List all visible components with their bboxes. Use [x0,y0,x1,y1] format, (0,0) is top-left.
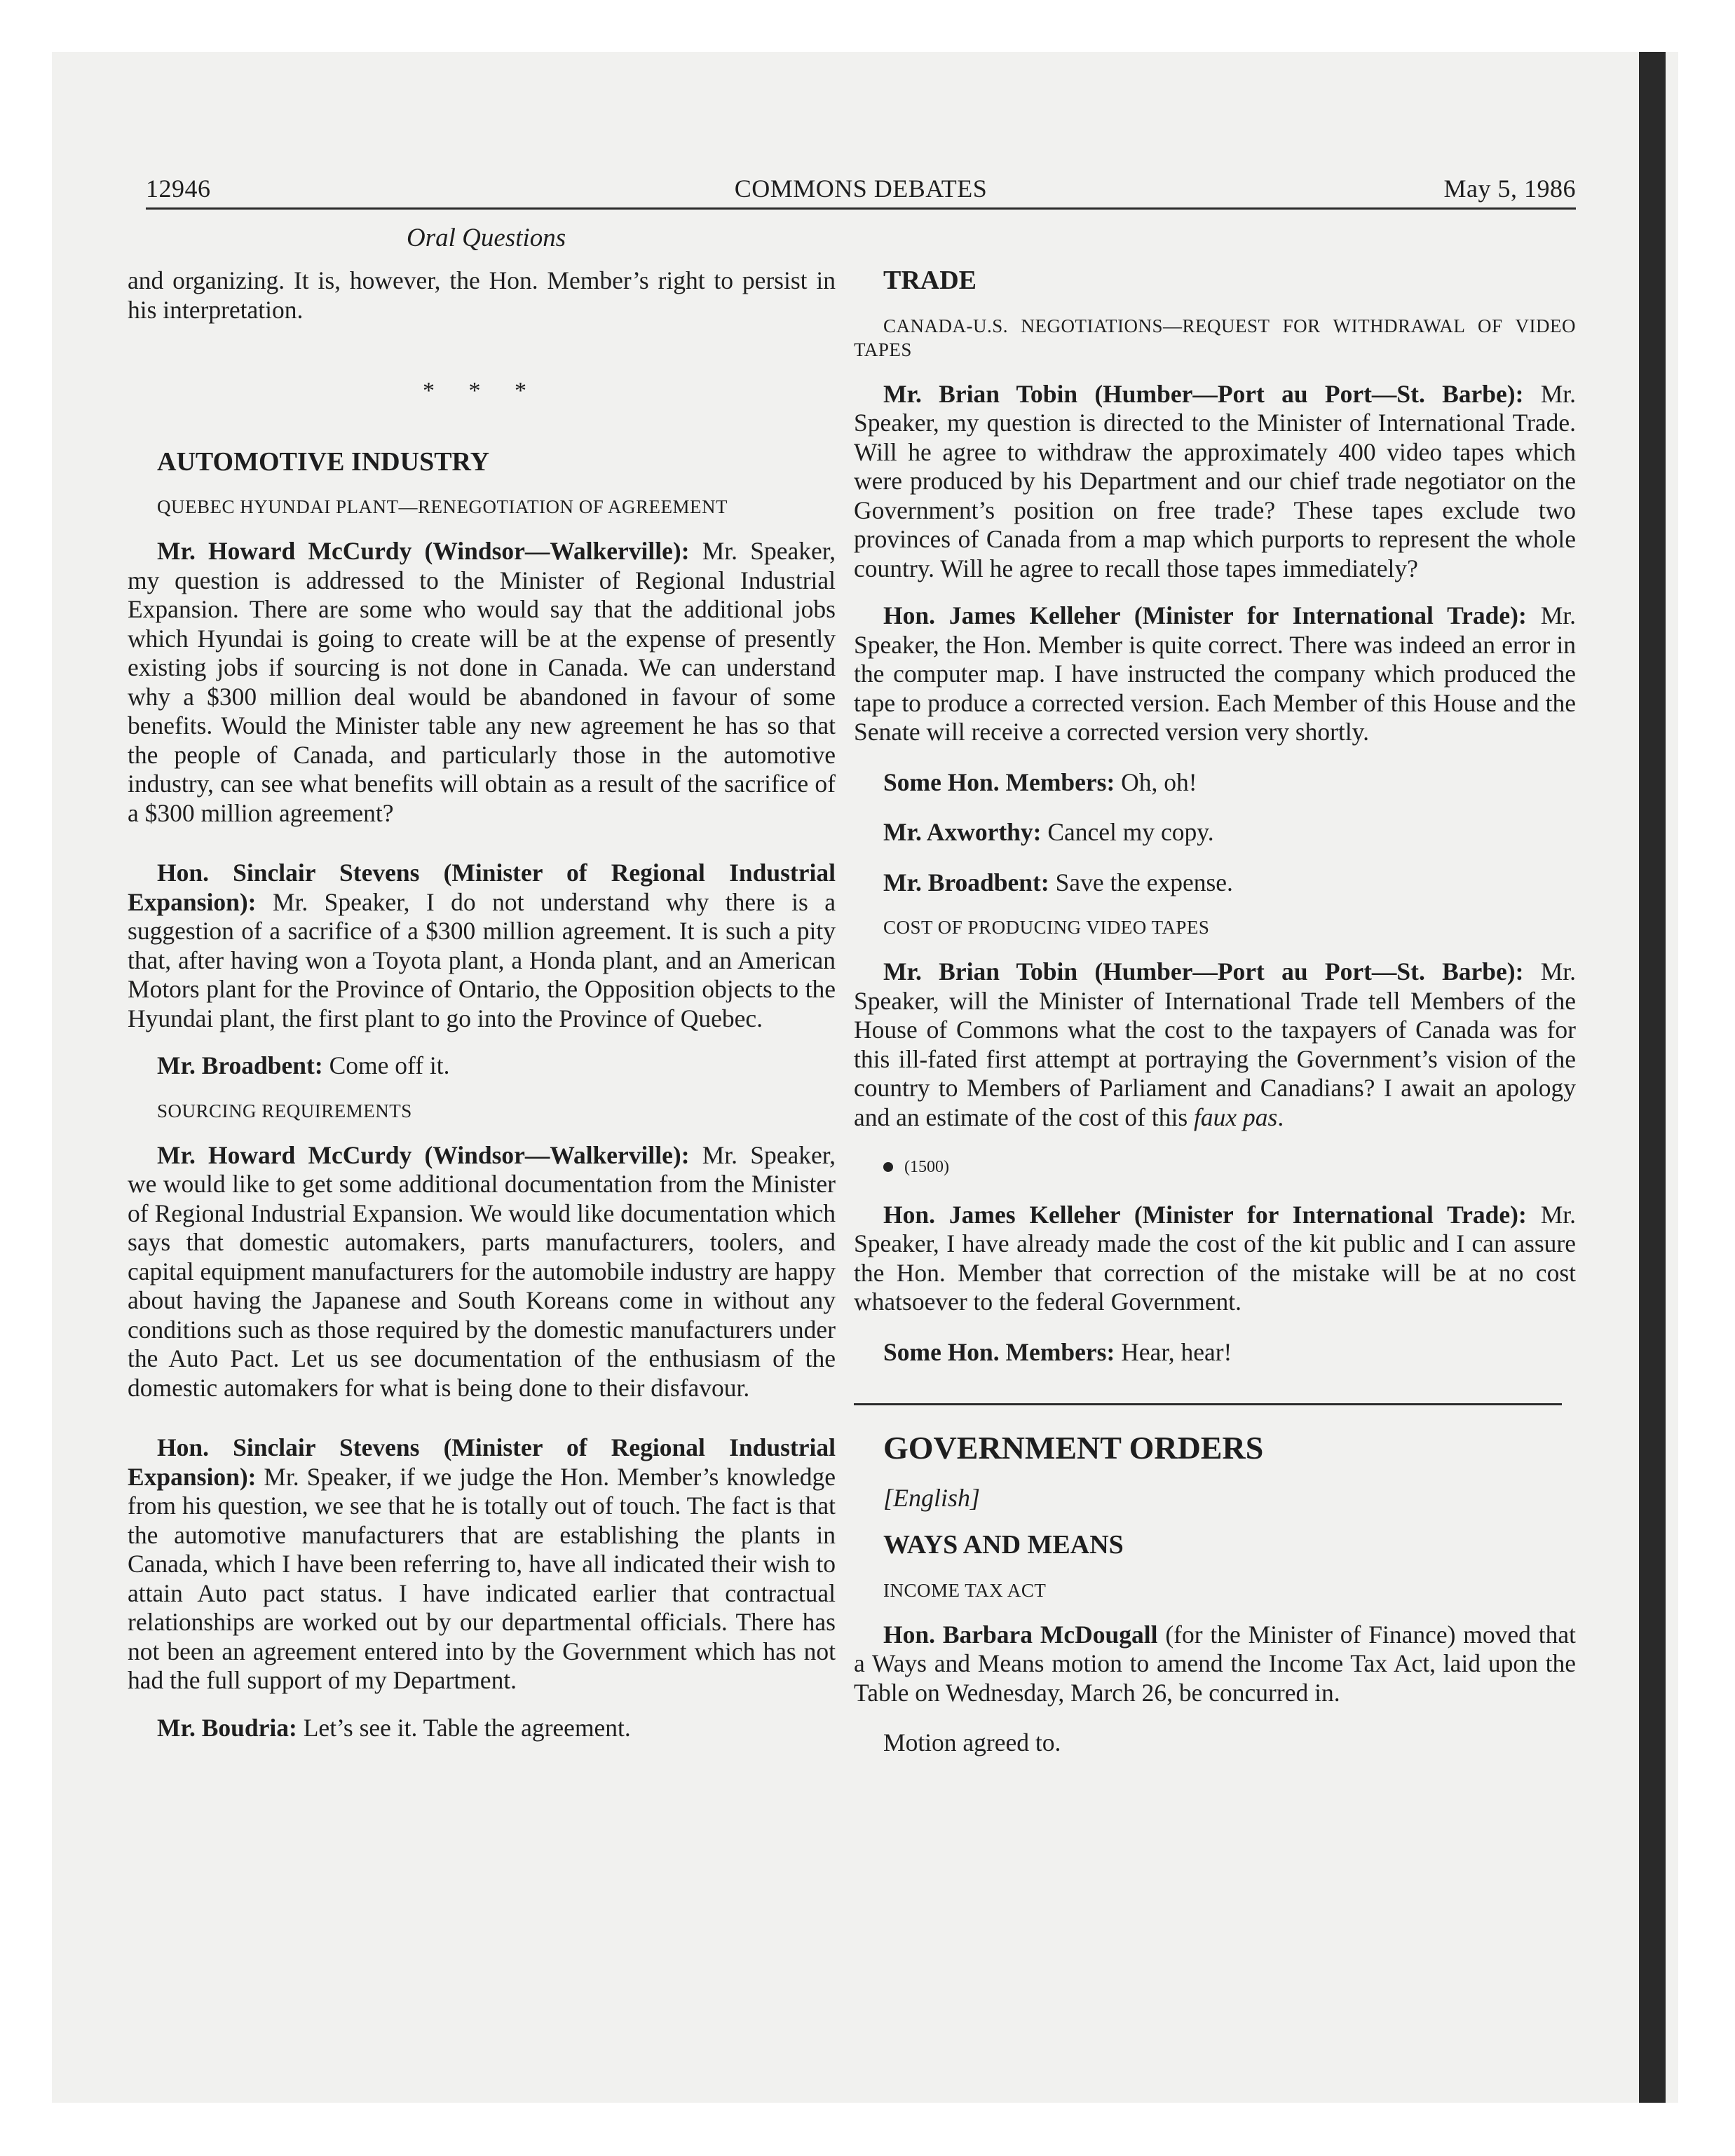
speaker-name: Mr. Brian Tobin (Humber—Port au Port—St. Barbe): [883,957,1524,985]
speaker-name: Mr. Howard McCurdy (Windsor—Walkerville): [157,1140,690,1169]
scan-edge-bar [1639,52,1666,2103]
speech-text: Save the expense. [1049,868,1233,896]
speech-text: Cancel my copy. [1041,818,1214,846]
speech-paragraph [854,768,1576,798]
subheading-sourcing: SOURCING REQUIREMENTS [157,1100,412,1121]
speaker-name: Hon. James Kelleher (Minister for International Trade): [883,601,1527,629]
subheading-cost: COST OF PRODUCING VIDEO TAPES [883,917,1210,938]
speaker-name: Mr. Broadbent: [157,1051,323,1079]
running-header [146,172,1576,210]
heading-automotive-industry: AUTOMOTIVE INDUSTRY [157,446,490,477]
speech-paragraph [854,1338,1576,1367]
speech-text: Mr. Speaker, my question is directed to the Minister of International Trade. Will he agree to withdraw the approximately 400 video tapes which were produced by his Department and our chief trade negotiator on the Government’s position on free trade? These tapes exclude two provinces of Canada from a map which purports to represent the whole country. Will he agree to recall those tapes immediately? [854,379,1577,582]
speech-text: Mr. Speaker, will the Minister of International Trade tell Members of the House of Commons what the cost to the taxpayers of Canada was for this ill-fated first attempt at portraying the Government’s vision of the country to Members of Parliament and Canadians? I await an apology and an estimate of the cost of this [854,957,1577,1131]
speaker-name: Hon. James Kelleher (Minister for International Trade): [883,1200,1527,1229]
heading-trade: TRADE [883,266,977,295]
speech-paragraph [128,1433,836,1696]
language-marker: [English] [883,1483,981,1512]
speaker-name: Hon. Barbara McDougall [883,1620,1158,1649]
speech-text: Mr. Speaker, if we judge the Hon. Member’s knowledge from his question, we see that he is totally out of touch. The fact is that the automotive manufacturers that are establishing the plants in Canada, which I have been referring to, have all indicated their wish to attain Auto pact status. I have indicated earlier that contractual relationships are worked out by our departmental officials. There has not been an agreement entered into by the Government which has not had the full support of my Department. [128,1462,836,1694]
speaker-name: Hon. Sinclair Stevens (Minister of Regional Industrial Expansion): [128,1433,836,1491]
speech-text: (for the Minister of Finance) moved that a Ways and Means motion to amend the Income Tax Act, laid upon the Table on Wednesday, March 26, be concurred in. [854,1620,1576,1707]
speaker-name: Mr. Brian Tobin (Humber—Port au Port—St. Barbe): [883,379,1524,408]
speech-paragraph [128,859,836,1033]
speaker-name: Mr. Axworthy: [883,818,1042,846]
speech-text: Mr. Speaker, I do not understand why there is a suggestion of a sacrifice of a $300 million agreement. It is such a pity that, after having won a Toyota plant, a Honda plant, and an American Motors plant for the Province of Ontario, the Opposition objects to the Hyundai plant, the first plant to go into the Province of Quebec. [128,887,836,1032]
speaker-name: Mr. Boudria: [157,1713,297,1742]
left-column [128,266,836,1742]
speech-paragraph [854,868,1576,898]
speech-paragraph [854,957,1576,1132]
speech-paragraph [854,1621,1576,1708]
heading-ways-and-means: WAYS AND MEANS [883,1530,1124,1560]
subheading-hyundai: QUEBEC HYUNDAI PLANT—RENEGOTIATION OF AGREEMENT [157,496,728,517]
speech-text: Oh, oh! [1115,767,1197,796]
speech-paragraph [128,1714,836,1743]
speech-paragraph [854,1201,1576,1317]
speech-text: Mr. Speaker, my question is addressed to the Minister of Regional Industrial Expansion. There are some who would say that the additional jobs which Hyundai is going to create will be at the expense of presently existing jobs if sourcing is not done in Canada. We can understand why a $300 million deal would be abandoned in favour of some benefits. Would the Minister table any new agreement he has so that the people of Canada, and particularly those in the automotive industry, can see what benefits will obtain as a result of the sacrifice of a $300 million agreement? [128,537,836,827]
bullet-icon [883,1162,893,1172]
speech-text: Mr. Speaker, I have already made the cost of the kit public and I can assure the Hon. Member that correction of the mistake will be at no cost whatsoever to the federal Government. [854,1200,1576,1316]
heading-government-orders: GOVERNMENT ORDERS [883,1430,1264,1466]
header-date: May 5, 1986 [1443,175,1576,203]
italic-phrase: faux pas [1194,1103,1278,1131]
speaker-name: Some Hon. Members: [883,767,1115,796]
continued-paragraph: and organizing. It is, however, the Hon. Member’s right to persist in his interpretation. [128,266,836,324]
page-number: 12946 [146,175,211,203]
timestamp-text: (1500) [904,1158,949,1176]
speaker-name: Hon. Sinclair Stevens (Minister of Regional Industrial Expansion): [128,859,836,916]
section-subheader: Oral Questions [407,224,566,252]
subheading-income-tax: INCOME TAX ACT [883,1579,1047,1601]
speech-text: Mr. Speaker, we would like to get some additional documentation from the Minister of Regional Industrial Expansion. We would like documentation which says that domestic automakers, parts manufacturers, toolers, and capital equipment manufacturers for the automobile industry are happy about having the Japanese and South Koreans come in without any conditions such as those required by the domestic manufacturers under the Auto Pact. Let us see documentation of the enthusiasm of the domestic automakers for what is being done to their disfavour. [128,1140,836,1402]
right-column [854,266,1576,1758]
timestamp [854,1153,1576,1182]
section-separator-stars: * * * [423,378,540,404]
speech-paragraph [128,1051,836,1081]
speech-paragraph [128,537,836,828]
speech-text: Hear, hear! [1115,1337,1232,1366]
speech-paragraph [854,380,1576,584]
speech-paragraph [854,818,1576,847]
speaker-name: Mr. Howard McCurdy (Windsor—Walkerville): [157,537,690,565]
publication-title: COMMONS DEBATES [734,175,988,203]
motion-result: Motion agreed to. [883,1728,1061,1756]
speech-text-end: . [1277,1103,1284,1131]
speech-paragraph [128,1141,836,1403]
speech-text: Let’s see it. Table the agreement. [297,1713,631,1742]
speech-text: Mr. Speaker, the Hon. Member is quite correct. There was indeed an error in the computer map. I have instructed the company which produced the tape to produce a corrected version. Each Member of this House and the Senate will receive a corrected version very shortly. [854,601,1576,746]
speaker-name: Mr. Broadbent: [883,868,1049,896]
speaker-name: Some Hon. Members: [883,1337,1115,1366]
speech-text: Come off it. [322,1051,450,1079]
speech-paragraph [854,601,1576,747]
subheading-negotiations: CANADA-U.S. NEGOTIATIONS—REQUEST FOR WITHDRAWAL OF VIDEO TAPES [854,315,1576,360]
section-divider [854,1403,1562,1405]
